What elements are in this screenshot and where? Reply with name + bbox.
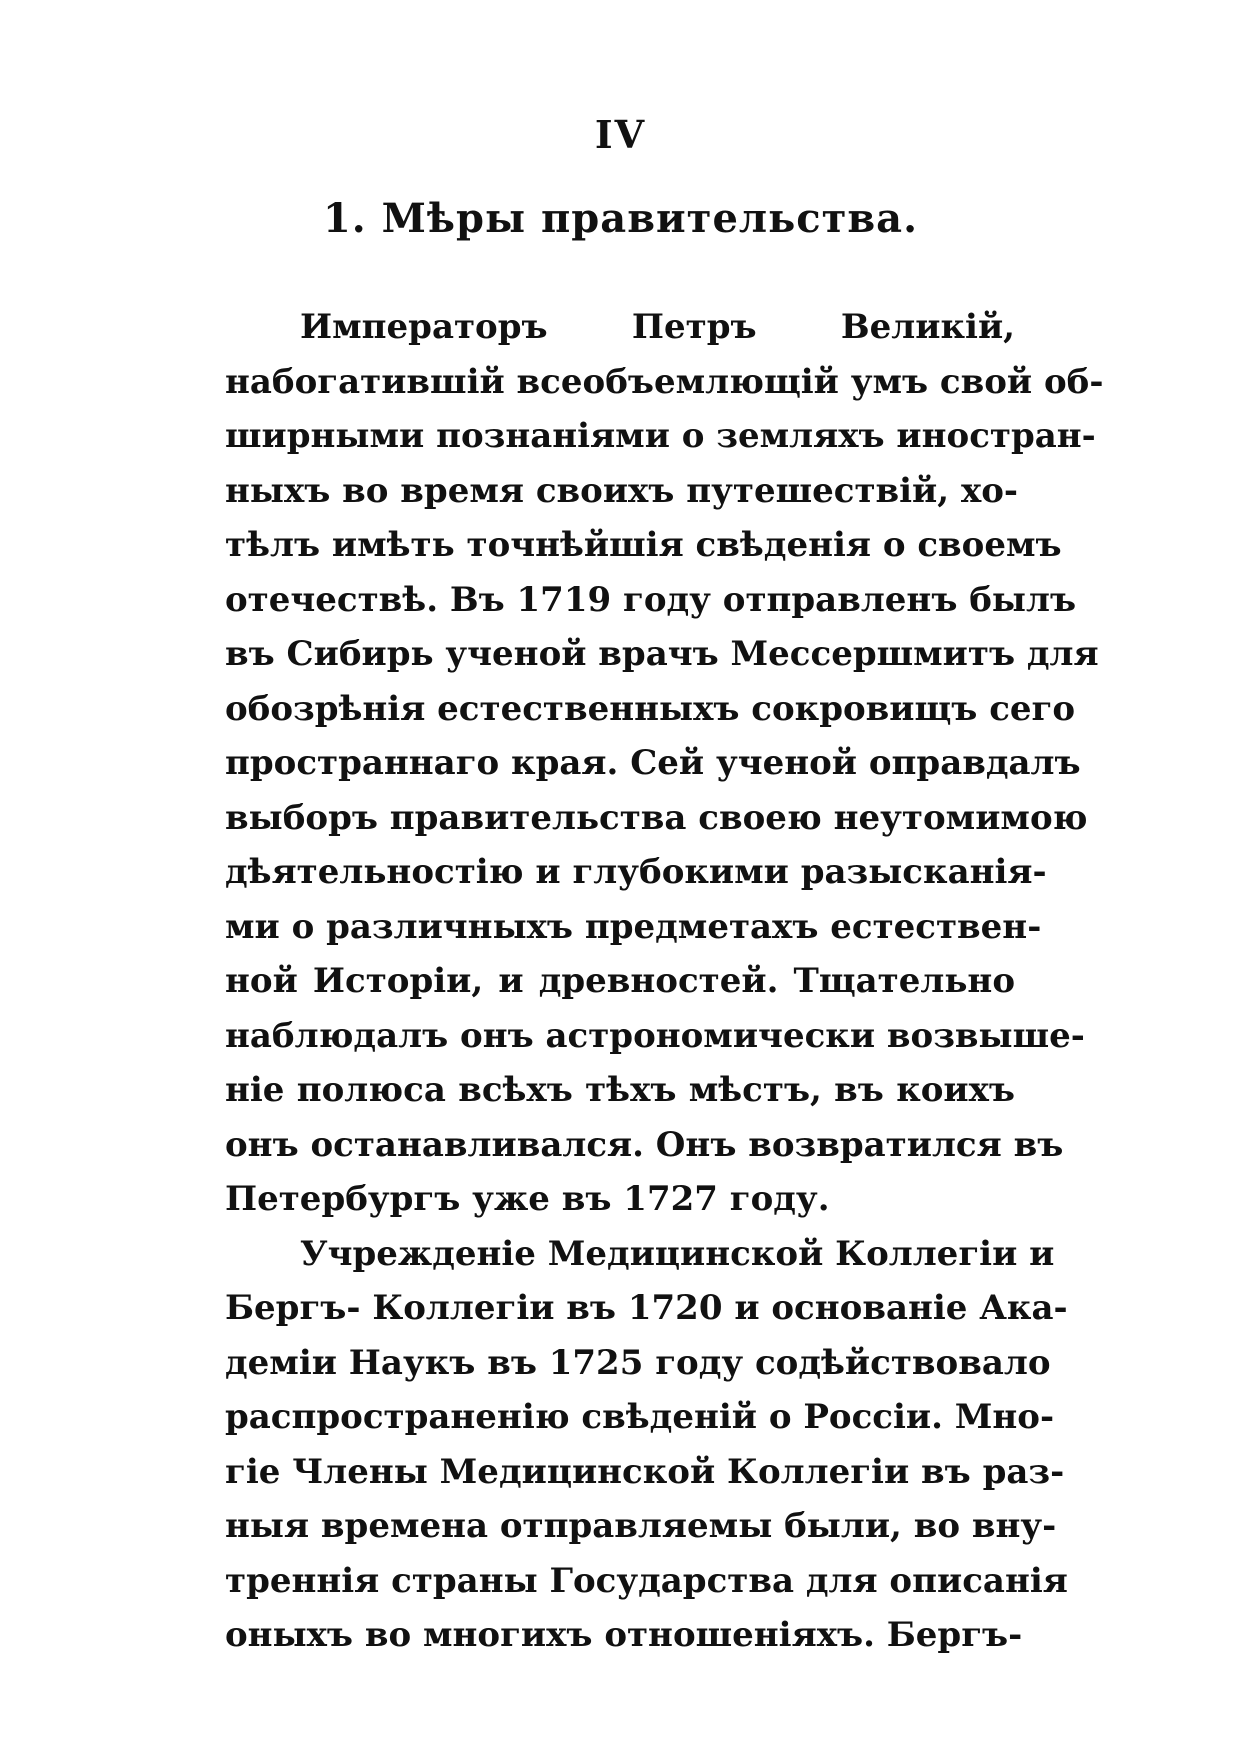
text-line: тѣлъ имѣть точнѣйшія свѣденія о своемъ (225, 525, 1062, 565)
text-line: онъ останавливался. Онъ возвратился въ (225, 1124, 1064, 1165)
text-line: въ Сибирь ученой врачъ Мессершмитъ для (225, 634, 1099, 674)
text-line: набогатившій всеобъемлющій умъ свой об- (225, 361, 1104, 402)
text-line: ширными познаніями о земляхъ иностран- (225, 416, 1096, 456)
text-line: деміи Наукъ въ 1725 году содѣйствовало (225, 1342, 1051, 1383)
text-line: ной Исторіи, и древностей. Тщательно (225, 961, 1015, 1001)
text-line: наблюдалъ онъ астрономически возвыше- (225, 1015, 1085, 1056)
text-line: треннія страны Государства для описанія (225, 1560, 1068, 1601)
text-line: Бергъ- Коллегіи въ 1720 и основаніе Ака- (225, 1288, 1068, 1328)
text-line: ныя времена отправляемы были, во вну- (225, 1506, 1057, 1546)
text-line: гіе Члены Медицинской Коллегіи въ раз- (225, 1451, 1065, 1492)
text-line: выборъ правительства своею неутомимою (225, 797, 1088, 838)
text-line: дѣятельностію и глубокими разысканія- (225, 852, 1047, 892)
section-heading: 1. Мѣры правительства. (322, 195, 919, 242)
text-line: ныхъ во время своихъ путешествій, хо- (225, 470, 1019, 511)
text-line: Учрежденіе Медицинской Коллегіи и (300, 1233, 1055, 1274)
text-line: Петербургъ уже въ 1727 году. (225, 1179, 830, 1219)
text-line: Императоръ Петръ Великій, (300, 307, 1015, 347)
text-line: ніе полюса всѣхъ тѣхъ мѣстъ, въ коихъ (225, 1070, 1015, 1110)
page-number: IV (594, 112, 647, 157)
text-line: пространнаго края. Сей ученой оправдалъ (225, 743, 1081, 783)
text-line: отечествѣ. Въ 1719 году отправленъ былъ (225, 579, 1077, 620)
text-line: ми о различныхъ предметахъ естествен- (225, 906, 1042, 947)
text-line: обозрѣнія естественныхъ сокровищъ сего (225, 688, 1076, 729)
body-text (225, 300, 1104, 1663)
text-line: оныхъ во многихъ отношеніяхъ. Бергъ- (225, 1615, 1023, 1655)
text-line: распространенію свѣденій о Россіи. Мно- (225, 1397, 1055, 1437)
